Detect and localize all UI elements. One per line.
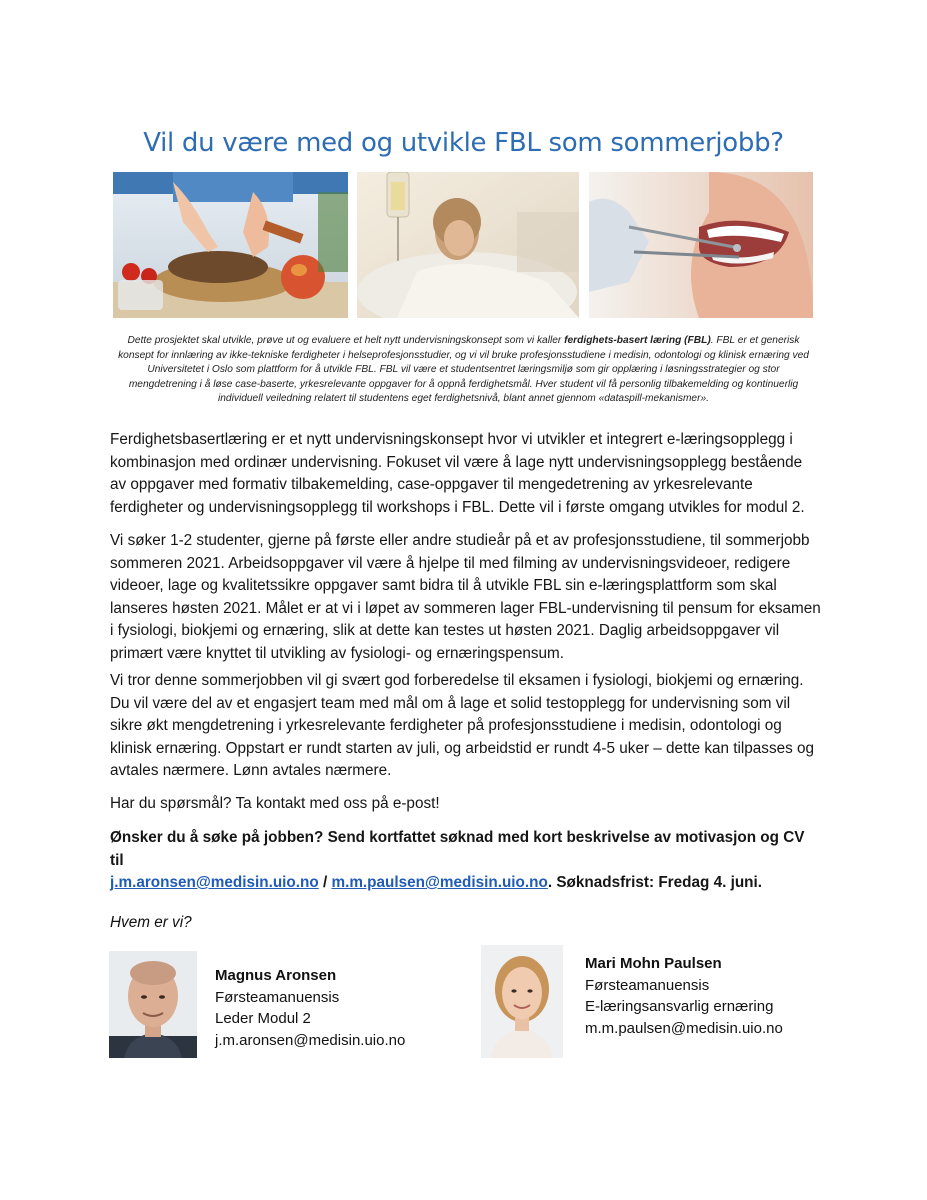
email-link-aronsen[interactable]: j.m.aronsen@medisin.uio.no <box>110 874 319 891</box>
person-email[interactable]: j.m.aronsen@medisin.uio.no <box>215 1031 406 1049</box>
paragraph-3 <box>110 670 822 783</box>
person-name: Magnus Aronsen <box>215 967 337 984</box>
apply-intro: Ønsker du å søke på jobben? Send kortfattet søknad med kort beskrivelse av motivasjon og CV til <box>110 829 805 869</box>
email-separator: / <box>318 874 332 891</box>
paragraph-1 <box>110 429 822 519</box>
patient-photo <box>357 172 579 318</box>
email-link-paulsen[interactable]: m.m.paulsen@medisin.uio.no <box>331 874 548 891</box>
food-photo <box>113 172 348 318</box>
dental-photo <box>589 172 813 318</box>
paragraph-4-text: Har du spørsmål? Ta kontakt med oss på e-post! <box>110 795 440 812</box>
person-role: Leder Modul 2 <box>215 1010 311 1027</box>
caption-bold: ferdighets-basert læring (FBL) <box>564 335 711 346</box>
paragraph-4 <box>110 793 822 816</box>
caption-text-2: . FBL er et generisk konsept for innlæring av ikke-tekniske ferdigheter i helseprofesjonsstudier, og vi vil bruke profesjonsstudiene i medisin, odontologi og klinisk ernæring ved Universitetet i Oslo som plattform for å utvikle FBL. FBL vil være et studentsentret læringsmiljø som gir opplæring i løsningsstrategier og stor mengdetrening i å løse case-baserte, yrkesrelevante oppgaver for å oppnå ferdighetsmål. Hver student vil få personlig tilbakemelding og kontinuerlig individuell veiledning relatert til studentens eget ferdighetsnivå, blant annet gjennom «dataspill-mekanismer». <box>118 335 809 404</box>
paragraph-2 <box>110 530 822 665</box>
person-role: E-læringsansvarlig ernæring <box>585 998 774 1015</box>
person-name: Mari Mohn Paulsen <box>585 955 722 972</box>
paragraph-2-text: Vi søker 1-2 studenter, gjerne på første eller andre studieår på et av profesjonsstudiene, til sommerjobb sommeren 2021. Arbeidsoppgaver vil være å hjelpe til med filming av undervisningsvideoer, redigere videoer, lage og kvalitetssikre oppgaver samt bidra til å utvikle FBL sin e-læringsplattform som skal lanseres høsten 2021. Målet er at vi i løpet av sommeren lager FBL-undervisning til pensum for eksamen i fysiologi, biokjemi og ernæring, slik at dette kan testes ut høsten 2021. Daglig arbeidsoppgaver vil primært være knyttet til utvikling av fysiologi- og ernæringspensum. <box>110 532 821 662</box>
paragraph-3-text: Vi tror denne sommerjobben vil gi svært god forberedelse til eksamen i fysiologi, biokjemi og ernæring. Du vil være del av et engasjert team med mål om å lage et solid testopplegg for undervisning som vil sikre økt mengdetrening i yrkesrelevante ferdigheter på profesjonsstudiene i medisin, odontologi og klinisk ernæring. Oppstart er rundt starten av juli, og arbeidstid er rundt 4-5 uker – dette kan tilpasses og avtales nærmere. Lønn avtales nærmere. <box>110 672 815 779</box>
project-description <box>112 334 815 407</box>
paragraph-1-text: Ferdighetsbasertlæring er et nytt undervisningskonsept hvor vi utvikler et integrert e-læringsopplegg i kombinasjon med ordinær undervisning. Fokuset vil være å lage nytt undervisningsopplegg bestående av oppgaver med formativ tilbakemelding, case-oppgaver til mengedetrening av yrkesrelevante ferdigheter og undervisningsopplegg til workshops i FBL. Dette vil i første omgang utvikles for modul 2. <box>110 431 805 516</box>
person-email[interactable]: m.m.paulsen@medisin.uio.no <box>585 1019 783 1037</box>
apply-instructions <box>110 827 822 895</box>
caption-text-1: Dette prosjektet skal utvikle, prøve ut og evaluere et helt nytt undervisningskonsept som vi kaller <box>127 335 565 346</box>
person-title: Førsteamanuensis <box>215 988 340 1006</box>
avatar-aronsen <box>109 951 197 1058</box>
who-heading: Hvem er vi? <box>110 914 192 931</box>
avatar-paulsen <box>481 945 563 1058</box>
person-title: Førsteamanuensis <box>585 976 710 994</box>
person-card-aronsen <box>215 965 405 1051</box>
page-title: Vil du være med og utvikle FBL som sommerjobb? <box>143 128 784 158</box>
person-card-paulsen <box>585 953 783 1039</box>
application-deadline: . Søknadsfrist: Fredag 4. juni. <box>547 874 763 891</box>
